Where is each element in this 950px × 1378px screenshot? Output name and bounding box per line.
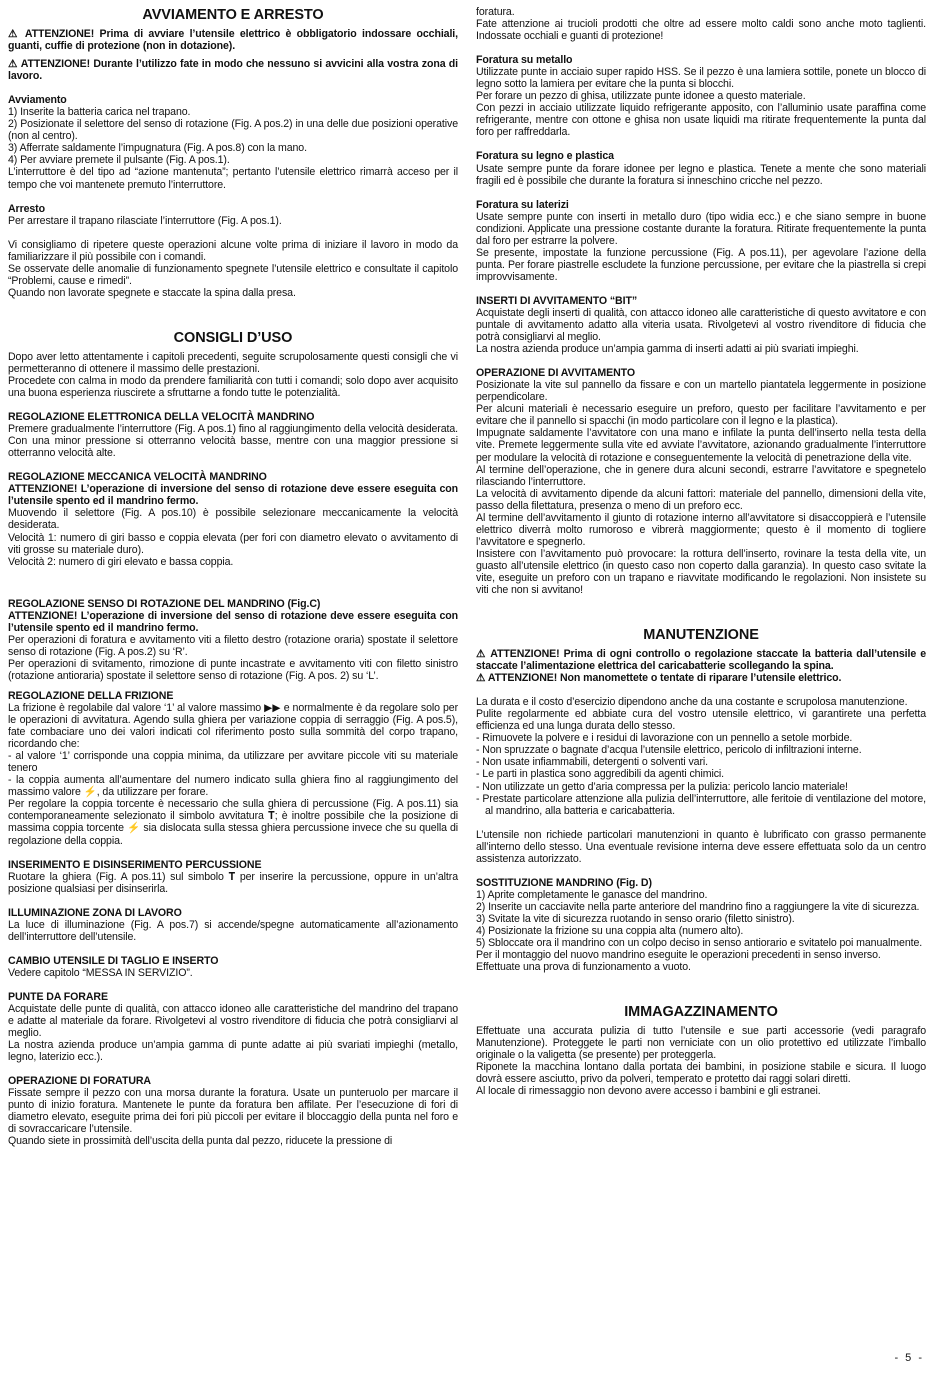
warning-ppe: ⚠ ATTENZIONE! Prima di avviare l’utensile elettrico è obbligatorio indossare occhiali, guanti, cuffie di protezione (non in dotazione).: [8, 28, 458, 53]
paragraph: Per il montaggio del nuovo mandrino eseguite le operazioni precedenti in senso inverso.: [476, 949, 881, 962]
list-item: 3) Svitate la vite di sicurezza ruotando in senso orario (filetto sinistro).: [476, 912, 795, 925]
paragraph: La nostra azienda produce un’ampia gamma di inserti adatti ai più svariati impieghi.: [476, 343, 859, 356]
paragraph: Al termine dell’avvitamento il giunto di rotazione interno all’avvitatore si disaccoppierà e l’utensile elettrico diverrà molto rumoroso e vibrerà maggiormente; questo è il momento di togliere l’avvitatore e spegnerlo.: [476, 511, 926, 548]
paragraph: Ruotare la ghiera (Fig. A pos.11) sul simbolo 𝐓 per inserire la percussione, oppure in un’altra posizione qualsiasi per disinserirla.: [8, 870, 458, 895]
maintenance-list: [476, 732, 926, 816]
list-item: 1) Aprite completamente le ganasce del mandrino.: [476, 888, 708, 901]
paragraph: La frizione è regolabile dal valore ‘1’ al valore massimo ▶▶ e normalmente è da regolare solo per le operazioni di avvitatura. Agendo sulla ghiera per variazione coppia di serraggio (Fig. A pos.5), fate combaciare uno dei valori indicati col riferimento posto sulla sommità del corpo trapano, ricordando che:: [8, 702, 458, 751]
paragraph: L’interruttore è del tipo ad “azione mantenuta”; pertanto l’utensile elettrico rimarrà acceso per il tempo che voi mantenete premuto l’interruttore.: [8, 166, 458, 191]
paragraph: Acquistate degli inserti di qualità, con attacco idoneo alle caratteristiche di questo avvitatore e con puntale di avvitamento adatto alla viteria usata. Rivolgetevi al vostro rivenditore di fiducia che potrà consigliarvi al meglio.: [476, 306, 926, 344]
paragraph: Impugnate saldamente l’avvitatore con una mano e infilate la punta dell’inserto nella testa della vite. Premete leggermente sulla vite ed avviate l’avvitatore, azionando gradualmente l’interruttore per modulare la velocità di rotazione e conseguentemente la velocità di penetrazione della vite.: [476, 427, 926, 464]
heading-bit: INSERTI DI AVVITAMENTO “BIT”: [476, 294, 638, 307]
list-item: - Non spruzzate o bagnate d’acqua l’utensile elettrico, pericolo di infiltrazioni interne.: [476, 744, 862, 757]
paragraph: Al termine dell’operazione, che in genere dura alcuni secondi, estrarre l’avvitatore e spegnetelo rilasciando l’interruttore.: [476, 463, 926, 488]
left-column: [8, 6, 458, 1148]
subheading-avviamento: Avviamento: [8, 94, 67, 107]
paragraph: Premere gradualmente l’interruttore (Fig. A pos.1) fino al raggiungimento della velocità desiderata. Con una minor pressione si otterranno velocità basse, mentre con una maggior pressione si otterranno velocità alte.: [8, 423, 458, 460]
paragraph: 1) Inserite la batteria carica nel trapano.: [8, 106, 191, 119]
paragraph: Effettuate una prova di funzionamento a vuoto.: [476, 961, 691, 974]
list-item: - Rimuovete la polvere e i residui di lavorazione con un pennello a setole morbide.: [476, 732, 853, 745]
list-item: 5) Sbloccate ora il mandrino con un colpo deciso in senso antiorario e svitatelo poi manualmente.: [476, 937, 923, 950]
paragraph: Velocità 1: numero di giri basso e coppia elevata (per fori con diametro elevato o avvitamento di viti grosse su materiale duro).: [8, 531, 458, 556]
section-title-consigli: CONSIGLI D’USO: [173, 329, 293, 346]
paragraph: Dopo aver letto attentamente i capitoli precedenti, seguite scrupolosamente questi consigli che vi permetteranno di ottenere il massimo delle prestazioni.: [8, 350, 458, 375]
paragraph: La velocità di avvitamento dipende da alcuni fattori: materiale del pannello, dimensioni della vite, passo della filettatura, presenza o meno di un preforo ecc.: [476, 487, 926, 512]
paragraph: Utilizzate punte in acciaio super rapido HSS. Se il pezzo è una lamiera sottile, ponete un blocco di legno sotto la lamiera per evitare che la punta si blocchi.: [476, 66, 926, 91]
list-item: - Non utilizzate un getto d’aria compressa per la pulizia: pericolo lancio materiale!: [476, 780, 848, 793]
paragraph: Per arrestare il trapano rilasciate l’interruttore (Fig. A pos.1).: [8, 214, 282, 227]
paragraph: Per alcuni materiali è necessario eseguire un preforo, questo per facilitare l’avvitamento e per evitare che il pannello si spacchi (in modo particolare con il legno e la plastica).: [476, 403, 926, 428]
paragraph: Pulite regolarmente ed abbiate cura del vostro utensile elettrico, vi garantirete una perfetta efficienza ed una lunga durata dello stesso.: [476, 708, 926, 733]
paragraph: Vedere capitolo “MESSA IN SERVIZIO”.: [8, 966, 193, 979]
warning-tamper: ⚠ ATTENZIONE! Non manomettete o tentate di riparare l’utensile elettrico.: [476, 672, 842, 685]
paragraph: Fissate sempre il pezzo con una morsa durante la foratura. Usate un punteruolo per marcare il punto di inizio foratura. Mantenete le punte da foratura ben affilate. Per l’esecuzione di fori di diametro elevato, eseguite prima dei fori più piccoli per evitare il bloccaggio della punta nel foro e di sovraccaricare l’utensile.: [8, 1087, 458, 1136]
paragraph: 4) Per avviare premete il pulsante (Fig. A pos.1).: [8, 154, 230, 167]
heading-sostituzione: SOSTITUZIONE MANDRINO (Fig. D): [476, 876, 652, 889]
paragraph: Procedete con calma in modo da prendere familiarità con tutti i comandi; solo dopo aver acquisito una buona esperienza riuscirete a sfruttarne a fondo tutte le potenzialità.: [8, 374, 458, 400]
paragraph: - al valore ‘1’ corrisponde una coppia minima, da utilizzare per avvitare piccole viti su materiale tenero: [8, 750, 458, 775]
paragraph: Vi consigliamo di ripetere queste operazioni alcune volte prima di iniziare il lavoro in modo da familiarizzare il più possibile con i comandi.: [8, 238, 458, 263]
paragraph: Usate sempre punte da forare idonee per legno e plastica. Tenete a mente che sono materiali fragili ed è possibile che durante la foratura si inneschino cricche nel pezzo.: [476, 162, 926, 187]
paragraph: Per operazioni di svitamento, rimozione di punte incastrate e avvitamento viti con filetto sinistro (rotazione antioraria) spostate il selettore senso di rotazione (Fig. A pos. 2) su ‘L’.: [8, 657, 458, 682]
subheading-metallo: Foratura su metallo: [476, 54, 573, 67]
subheading-legno: Foratura su legno e plastica: [476, 150, 614, 163]
paragraph: Fate attenzione ai trucioli prodotti che oltre ad essere molto caldi sono anche moto taglienti. Indossate occhiali e guanti di protezione!: [476, 18, 926, 43]
heading-reg-senso: REGOLAZIONE SENSO DI ROTAZIONE DEL MANDRINO (Fig.C): [8, 597, 321, 610]
heading-reg-meccanica: REGOLAZIONE MECCANICA VELOCITÀ MANDRINO: [8, 471, 267, 484]
list-item: - Non usate infiammabili, detergenti o solventi vari.: [476, 756, 708, 769]
heading-avvitamento: OPERAZIONE DI AVVITAMENTO: [476, 367, 635, 380]
paragraph: Per regolare la coppia torcente è necessario che sulla ghiera di percussione (Fig. A pos.11) sia contemporaneamente selezionato il simbolo avvitatura 𝐓; è inoltre possibile che la posizione di massima coppia torcente ⚡ sia dislocata sulla stessa ghiera percussione invece che su quella di regolazione della coppia.: [8, 798, 458, 847]
section-title-immagazzinamento: IMMAGAZZINAMENTO: [624, 1004, 778, 1021]
list-item: - Le parti in plastica sono aggredibili da agenti chimici.: [476, 768, 725, 781]
paragraph: La luce di illuminazione (Fig. A pos.7) si accende/spegne automaticamente all’azionamento dell’interruttore dell’utensile.: [8, 918, 458, 943]
paragraph: Se presente, impostate la funzione percussione (Fig. A pos.11), per agevolare l’azione della punta. Per forare piastrelle escludete la funzione percussione, per evitare che la piastrella si crepi improvvisamente.: [476, 246, 926, 283]
paragraph: Acquistate delle punte di qualità, con attacco idoneo alle caratteristiche del mandrino del trapano e adatte al materiale da forare. Rivolgetevi al vostro rivenditore di fiducia che potrà consigliarvi al meglio.: [8, 1003, 458, 1040]
paragraph: La durata e il costo d’esercizio dipendono anche da una costante e scrupolosa manutenzione.: [476, 696, 908, 709]
paragraph: La nostra azienda produce un’ampia gamma di punte adatte ai più svariati impieghi (metallo, legno, laterizio ecc.).: [8, 1039, 458, 1064]
list-item: 4) Posizionate la frizione su una coppia alta (numero alto).: [476, 925, 744, 937]
paragraph: Quando siete in prossimità dell’uscita della punta dal pezzo, riducete la pressione di: [8, 1135, 393, 1148]
paragraph: Effettuate una accurata pulizia di tutto l’utensile e sue parti accessorie (vedi paragrafo Manutenzione). Proteggete le parti non verniciate con un olio protettivo ed utilizzate l’imballo originale o la valigetta (se presente) per proteggerla.: [476, 1025, 926, 1062]
heading-frizione: REGOLAZIONE DELLA FRIZIONE: [8, 689, 174, 702]
paragraph: Con pezzi in acciaio utilizzate liquido refrigerante apposito, con l’alluminio usate paraffina come refrigerante, mentre con ottone e ghisa non usate liquidi ma ritirate frequentemente la punta dal foro per raffreddarla.: [476, 102, 926, 139]
paragraph: 3) Afferrate saldamente l’impugnatura (Fig. A pos.8) con la mano.: [8, 142, 307, 155]
heading-percussione: INSERIMENTO E DISINSERIMENTO PERCUSSIONE: [8, 858, 262, 871]
list-item: - Prestate particolare attenzione alla pulizia dell’interruttore, alle feritoie di ventilazione del motore, al mandrino, alla batteria e caricabatteria.: [476, 792, 926, 817]
paragraph: Muovendo il selettore (Fig. A pos.10) è possibile selezionare meccanicamente la velocità desiderata.: [8, 507, 458, 532]
paragraph: Quando non lavorate spegnete e staccate la spina dalla presa.: [8, 286, 296, 299]
heading-punte: PUNTE DA FORARE: [8, 990, 108, 1003]
heading-illuminazione: ILLUMINAZIONE ZONA DI LAVORO: [8, 906, 182, 919]
paragraph: Per operazioni di foratura e avvitamento viti a filetto destro (rotazione oraria) spostate il selettore senso di rotazione (Fig. A pos.2) su ‘R’.: [8, 633, 458, 658]
paragraph: Usate sempre punte con inserti in metallo duro (tipo widia ecc.) e che siano sempre in buone condizioni. Applicate una pressione costante durante la foratura. Ritirate frequentemente la punta dal foro per estrarre la polvere.: [476, 210, 926, 247]
paragraph: L’utensile non richiede particolari manutenzioni in quanto è lubrificato con grasso permanente all’interno dello stesso. Una eventuale revisione interna deve essere effettuata solo da un centro assistenza autorizzato.: [476, 828, 926, 865]
paragraph: Se osservate delle anomalie di funzionamento spegnete l’utensile elettrico e consultate il capitolo “Problemi, cause e rimedi”.: [8, 262, 458, 287]
warning-inversione-senso: ATTENZIONE! L’operazione di inversione del senso di rotazione deve essere eseguita con l’utensile spento ed il mandrino fermo.: [8, 609, 458, 634]
warning-battery: ⚠ ATTENZIONE! Prima di ogni controllo o regolazione staccate la batteria dall’utensile e staccate l’alimentazione elettrica del caricabatterie scollegando la spina.: [476, 648, 926, 673]
section-title-manutenzione: MANUTENZIONE: [643, 627, 759, 644]
paragraph: Velocità 2: numero di giri elevato e bassa coppia.: [8, 555, 234, 568]
heading-cambio-utensile: CAMBIO UTENSILE DI TAGLIO E INSERTO: [8, 954, 219, 967]
paragraph: Insistere con l’avvitamento può provocare: la rottura dell’inserto, rovinare la testa della vite, un guasto all’utensile elettrico (in questo caso non coperto dalla garanzia). In questo caso svitate la vite, eseguite un preforo con un trapano e riavvitate modificando le regolazioni. Non insistete su viti che non si avvitano!: [476, 547, 926, 597]
paragraph: Al locale di rimessaggio non devono avere accesso i bambini e gli estranei.: [476, 1085, 821, 1098]
heading-foratura: OPERAZIONE DI FORATURA: [8, 1075, 151, 1088]
warning-inversione: ATTENZIONE! L’operazione di inversione del senso di rotazione deve essere eseguita con l’utensile spento ed il mandrino fermo.: [8, 483, 458, 508]
subheading-laterizi: Foratura su laterizi: [476, 198, 569, 211]
subheading-arresto: Arresto: [8, 202, 45, 215]
chuck-replacement-steps: [476, 889, 926, 949]
paragraph: - la coppia aumenta all’aumentare del numero indicato sulla ghiera fino al raggiungimento del massimo valore ⚡, da utilizzare per forare.: [8, 774, 458, 799]
list-item: 2) Inserite un cacciavite nella parte anteriore del mandrino fino a raggiungere la vite di sicurezza.: [476, 900, 920, 913]
section-title-avviamento: AVVIAMENTO E ARRESTO: [142, 7, 324, 23]
paragraph: foratura.: [476, 6, 515, 18]
paragraph: Riponete la macchina lontano dalla portata dei bambini, in posizione stabile e sicura. Il luogo dovrà essere asciutto, privo da polveri, temperato e protetto dai raggi solari diretti.: [476, 1061, 926, 1086]
right-column: [476, 6, 926, 1097]
page-number: - 5 -: [894, 1352, 924, 1364]
paragraph: Posizionate la vite sul pannello da fissare e con un martello piantatela leggermente in posizione perpendicolare.: [476, 379, 926, 404]
paragraph: 2) Posizionate il selettore del senso di rotazione (Fig. A pos.2) in una delle due posizioni operative (non al centro).: [8, 118, 458, 143]
heading-reg-elettronica: REGOLAZIONE ELETTRONICA DELLA VELOCITÀ MANDRINO: [8, 411, 315, 424]
warning-work-zone: ⚠ ATTENZIONE! Durante l’utilizzo fate in modo che nessuno si avvicini alla vostra zona di lavoro.: [8, 58, 458, 83]
paragraph: Per forare un pezzo di ghisa, utilizzate punte idonee a questo materiale.: [476, 90, 806, 103]
